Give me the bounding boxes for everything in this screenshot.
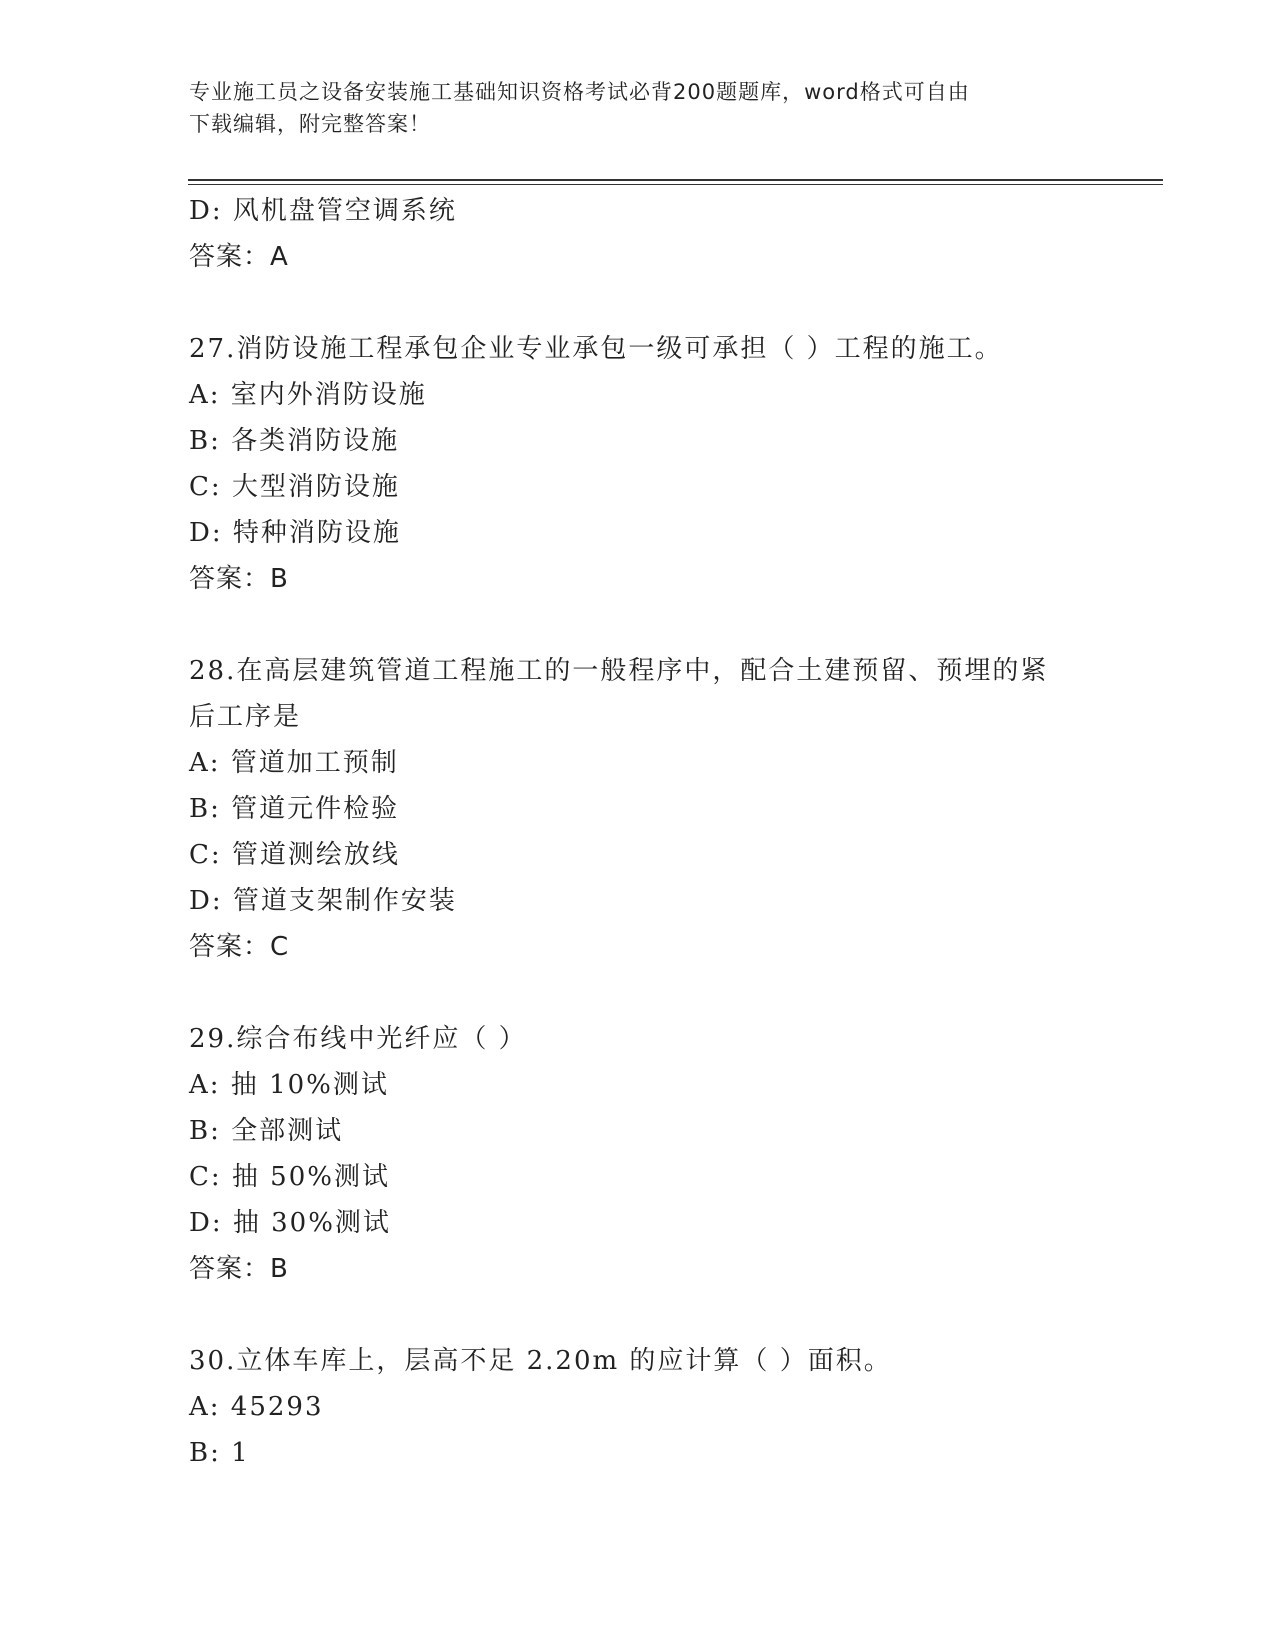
header-line-1: 专业施工员之设备安装施工基础知识资格考试必背200题题库，word格式可自由 [189,80,970,104]
question-stem-line-2: 后工序是 [189,702,302,732]
option-d: D: 管道支架制作安装 [189,886,457,916]
option-c: C: 管道测绘放线 [189,840,400,870]
option-d: D: 抽 30%测试 [189,1208,391,1238]
option-b: B: 全部测试 [189,1116,344,1146]
header-divider-thin [188,184,1163,185]
question-content [189,188,1089,1476]
document-header [189,76,1069,140]
question-stem: 29.综合布线中光纤应（ ） [189,1024,527,1054]
question-stem-line-1: 28.在高层建筑管道工程施工的一般程序中，配合土建预留、预埋的紧 [189,656,1049,686]
question-stem: 27.消防设施工程承包企业专业承包一级可承担（ ）工程的施工。 [189,334,1003,364]
question-stem: 30.立体车库上，层高不足 2.20m 的应计算（ ）面积。 [189,1346,892,1376]
option-b: B: 各类消防设施 [189,426,400,456]
option-c: C: 抽 50%测试 [189,1162,390,1192]
spacer [189,280,1089,326]
option-b: B: 1 [189,1438,250,1468]
prev-option-d: D: 风机盘管空调系统 [189,196,457,226]
prev-answer: 答案：A [189,242,289,272]
option-a: A: 室内外消防设施 [189,380,427,410]
header-line-2: 下载编辑，附完整答案！ [189,112,431,136]
answer: 答案：B [189,564,289,594]
option-c: C: 大型消防设施 [189,472,400,502]
option-b: B: 管道元件检验 [189,794,400,824]
question-27 [189,326,1089,602]
option-a: A: 45293 [189,1392,324,1422]
question-30 [189,1338,1089,1476]
spacer [189,970,1089,1016]
answer: 答案：C [189,932,290,962]
option-a: A: 管道加工预制 [189,748,399,778]
spacer [189,1292,1089,1338]
question-29 [189,1016,1089,1292]
option-d: D: 特种消防设施 [189,518,401,548]
answer: 答案：B [189,1254,289,1284]
header-divider-thick [188,179,1163,181]
spacer [189,602,1089,648]
option-a: A: 抽 10%测试 [189,1070,389,1100]
question-28 [189,648,1089,970]
